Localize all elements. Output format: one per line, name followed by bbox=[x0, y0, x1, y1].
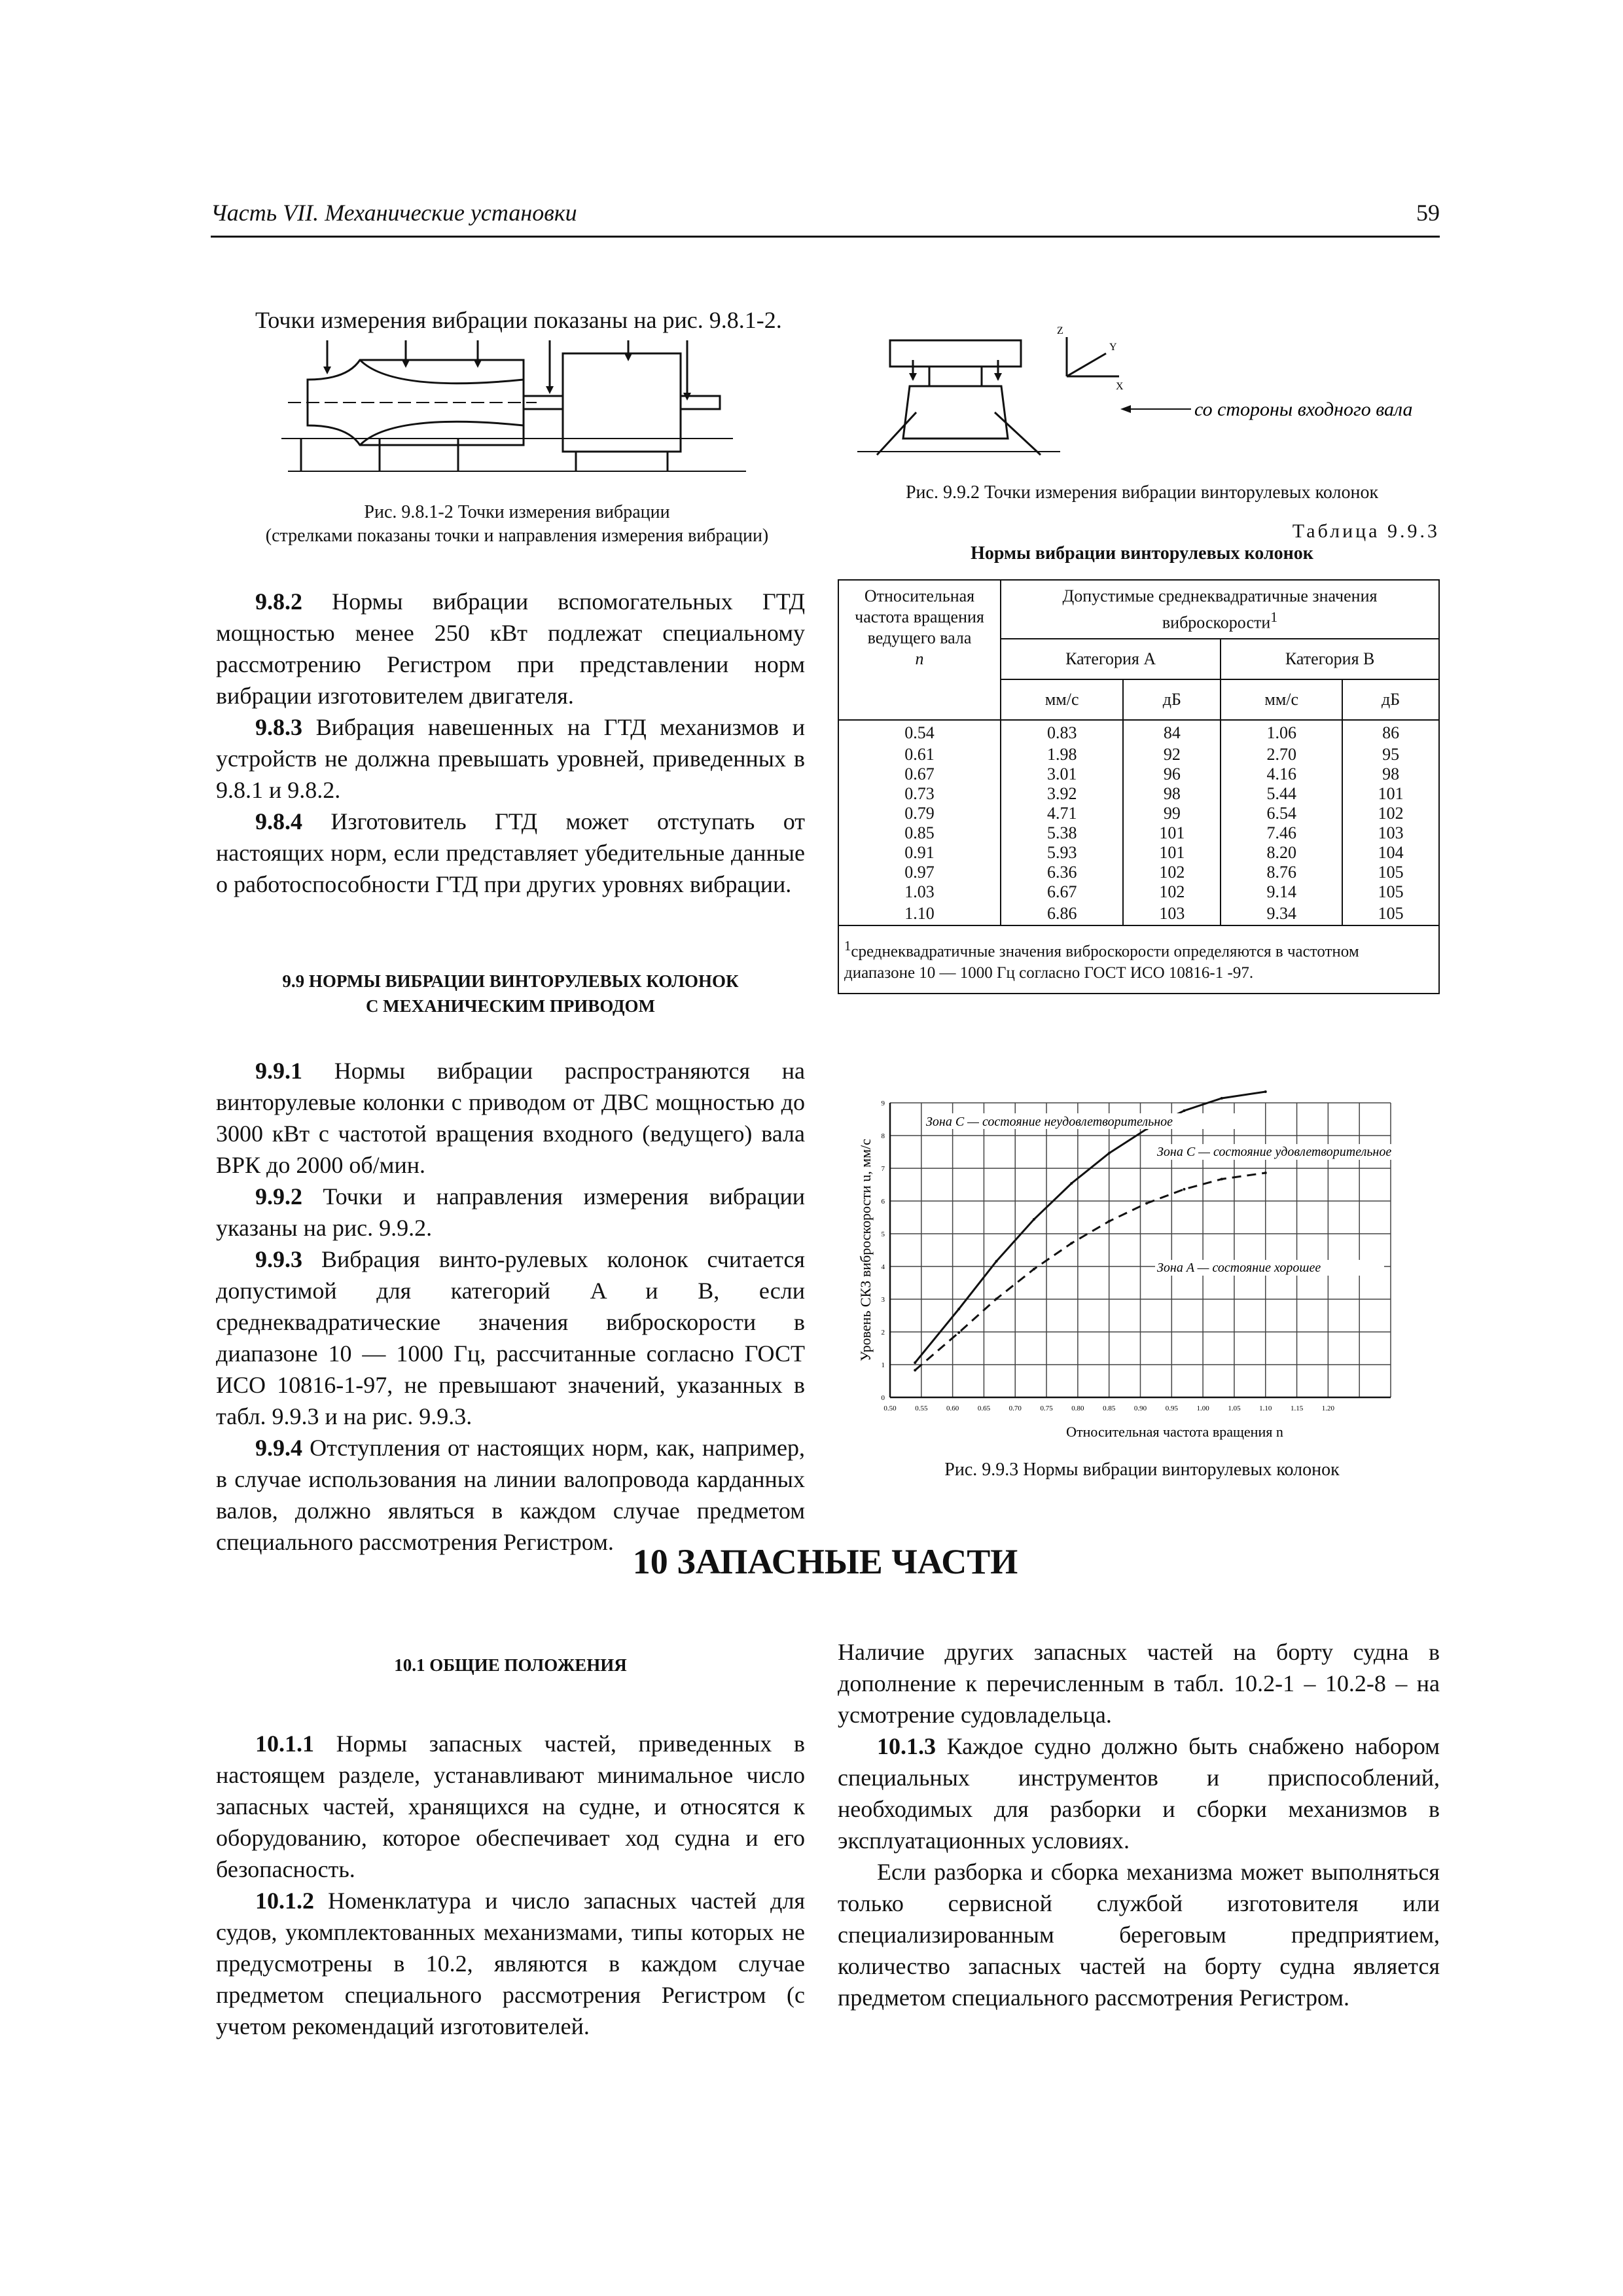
table-row bbox=[838, 863, 1439, 882]
unit-header: дБ bbox=[1342, 679, 1439, 720]
para-text: Вибрация навешенных на ГТД механизмов и устройств не должна превышать уровней, приведенных в 9.8.1 и 9.8.2. bbox=[216, 714, 805, 803]
series-line-category-b bbox=[915, 1092, 1266, 1363]
table-cell: 5.93 bbox=[1001, 843, 1123, 863]
data-point bbox=[1145, 1202, 1148, 1205]
gtd-diagram bbox=[262, 340, 766, 491]
unit-header: мм/с bbox=[1221, 679, 1342, 720]
section-10-title: 10 ЗАПАСНЫЕ ЧАСТИ bbox=[632, 1542, 1018, 1581]
table-cell: 6.67 bbox=[1001, 882, 1123, 902]
table-footnote bbox=[838, 925, 1439, 994]
fig992-caption: Рис. 9.9.2 Точки измерения вибрации винторулевых колонок bbox=[905, 482, 1379, 503]
input-shaft-label: со стороны входного вала bbox=[1194, 399, 1413, 420]
y-tick-label: 1 bbox=[881, 1361, 885, 1369]
data-point bbox=[1183, 1109, 1185, 1112]
table-cell: 5.38 bbox=[1001, 823, 1123, 843]
table-cell: 9.34 bbox=[1221, 902, 1342, 925]
page-header bbox=[211, 196, 1440, 238]
section-title-line1: 9.9 НОРМЫ ВИБРАЦИИ ВИНТОРУЛЕВЫХ КОЛОНОК bbox=[282, 971, 739, 991]
col-header-frequency-text: Относительная частота вращения ведущего вала bbox=[855, 586, 984, 647]
x-tick-label: 0.90 bbox=[1133, 1405, 1147, 1412]
y-tick-label: 9 bbox=[881, 1100, 885, 1107]
table-row bbox=[838, 784, 1439, 804]
section-10-right-paragraphs bbox=[838, 1636, 1440, 2013]
x-tick-label: 0.70 bbox=[1008, 1405, 1022, 1412]
table-cell: 0.97 bbox=[838, 863, 1001, 882]
unit-header: дБ bbox=[1123, 679, 1221, 720]
category-a-header: Категория A bbox=[1001, 639, 1221, 679]
fig993-caption: Рис. 9.9.3 Нормы вибрации винторулевых колонок bbox=[944, 1460, 1340, 1480]
para-10-1-3 bbox=[838, 1731, 1440, 1856]
table-cell: 101 bbox=[1342, 784, 1439, 804]
para-10-1-2 bbox=[216, 1885, 805, 2042]
data-point bbox=[914, 1369, 916, 1372]
x-tick-label: 1.00 bbox=[1196, 1405, 1209, 1412]
col-header-frequency-symbol: n bbox=[915, 649, 924, 668]
x-tick-label: 1.15 bbox=[1290, 1405, 1304, 1412]
para-other-spares: Наличие других запасных частей на борту судна в дополнение к перечисленным в табл. 10.2-1 – 10.2-8 – на усмотрение судовладельца. bbox=[838, 1639, 1440, 1728]
table-cell: 0.67 bbox=[838, 764, 1001, 784]
y-tick-label: 7 bbox=[881, 1165, 885, 1173]
para-text: Нормы вибрации вспомогательных ГТД мощностью менее 250 кВт подлежат специальному рассмотрению Регистром при представлении норм вибрации изготовителем двигателя. bbox=[216, 588, 805, 709]
table-title: Нормы вибрации винторулевых колонок bbox=[971, 543, 1313, 564]
table-row bbox=[838, 745, 1439, 764]
section-99-paragraphs bbox=[216, 1055, 805, 1558]
table-cell: 105 bbox=[1342, 902, 1439, 925]
axis-x-label: X bbox=[1116, 381, 1124, 392]
running-title: Часть VII. Механические установки bbox=[211, 200, 577, 226]
table-cell: 0.79 bbox=[838, 804, 1001, 823]
data-point bbox=[995, 1260, 998, 1263]
y-tick-label: 8 bbox=[881, 1132, 885, 1140]
para-10-1-1 bbox=[216, 1728, 805, 1885]
vrk-diagram bbox=[851, 314, 1440, 471]
data-point bbox=[1070, 1242, 1073, 1245]
para-service-disassembly: Если разборка и сборка механизма может выполняться только сервисной службой изготовителя или специализированным береговым предприятием, количество запасных частей на борту судна является предметом специального рассмотрения Регистром. bbox=[838, 1859, 1440, 2011]
para-text: Отступления от настоящих норм, как, например, в случае использования на линии валопровода карданных валов, должно являться в каждом случае предметом специального рассмотрения Регистром. bbox=[216, 1435, 805, 1555]
data-point bbox=[1033, 1218, 1035, 1221]
x-tick-label: 0.85 bbox=[1103, 1405, 1116, 1412]
table-cell: 9.14 bbox=[1221, 882, 1342, 902]
para-9-8-2 bbox=[216, 586, 805, 711]
table-cell: 86 bbox=[1342, 720, 1439, 745]
para-text: Нормы вибрации распространяются на винторулевые колонки с приводом от ДВС мощностью до 3000 кВт с частотой вращения входного (ведущего) вала ВРК до 2000 об/мин. bbox=[216, 1058, 805, 1178]
table-cell: 102 bbox=[1342, 804, 1439, 823]
footnote-ref: 1 bbox=[1270, 609, 1278, 625]
x-tick-label: 1.05 bbox=[1228, 1405, 1241, 1412]
x-tick-label: 0.60 bbox=[946, 1405, 959, 1412]
col-header-frequency bbox=[838, 580, 1001, 720]
table-cell: 0.54 bbox=[838, 720, 1001, 745]
chart-series bbox=[914, 1090, 1267, 1372]
para-9-8-4 bbox=[216, 806, 805, 900]
x-tick-label: 0.80 bbox=[1071, 1405, 1084, 1412]
x-tick-label: 0.75 bbox=[1040, 1405, 1053, 1412]
table-row bbox=[838, 804, 1439, 823]
data-point bbox=[995, 1298, 998, 1300]
y-tick-label: 2 bbox=[881, 1329, 885, 1336]
data-point bbox=[1264, 1172, 1267, 1174]
table-cell: 2.70 bbox=[1221, 745, 1342, 764]
fig981-caption-line1: Рис. 9.8.1-2 Точки измерения вибрации bbox=[364, 502, 670, 522]
y-tick-label: 6 bbox=[881, 1198, 885, 1206]
table-cell: 105 bbox=[1342, 882, 1439, 902]
table-cell: 3.01 bbox=[1001, 764, 1123, 784]
section-98-paragraphs bbox=[216, 586, 805, 900]
section-10-1-heading: 10.1 ОБЩИЕ ПОЛОЖЕНИЯ bbox=[394, 1655, 627, 1675]
table-cell: 0.91 bbox=[838, 843, 1001, 863]
table-cell: 98 bbox=[1342, 764, 1439, 784]
data-point bbox=[1108, 1220, 1111, 1223]
page-number: 59 bbox=[1416, 200, 1440, 226]
table-number: Таблица 9.9.3 bbox=[1292, 520, 1440, 542]
para-text: Номенклатура и число запасных частей для судов, укомплектованных механизмами, типы которых не предусмотрены в 10.2, являются в каждом случае предметом специального рассмотрения Регистром (с учетом рекомендаций изготовителей. bbox=[216, 1888, 805, 2039]
fig981-intro: Точки измерения вибрации показаны на рис. 9.8.1-2. bbox=[255, 307, 782, 333]
para-number: 9.8.4 bbox=[255, 808, 302, 834]
x-tick-label: 0.50 bbox=[883, 1405, 897, 1412]
footnote-marker: 1 bbox=[844, 938, 851, 954]
axis-y-label: Y bbox=[1109, 342, 1117, 353]
para-number: 9.9.2 bbox=[255, 1183, 302, 1210]
col-group-header bbox=[1001, 580, 1439, 639]
para-9-8-3 bbox=[216, 711, 805, 806]
footnote-text: среднеквадратичные значения виброскорости определяются в частотном диапазоне 10 — 1000 Гц согласно ГОСТ ИСО 10816-1 -97. bbox=[844, 942, 1359, 982]
table-cell: 102 bbox=[1123, 863, 1221, 882]
y-tick-label: 4 bbox=[881, 1263, 885, 1271]
para-number: 9.9.3 bbox=[255, 1246, 302, 1272]
fig981-caption-line2: (стрелками показаны точки и направления измерения вибрации) bbox=[265, 526, 769, 546]
x-axis-label: Относительная частота вращения n bbox=[1066, 1424, 1283, 1440]
para-text: Точки и направления измерения вибрации указаны на рис. 9.9.2. bbox=[216, 1183, 805, 1241]
table-cell: 7.46 bbox=[1221, 823, 1342, 843]
x-tick-label: 0.65 bbox=[977, 1405, 991, 1412]
table-cell: 1.10 bbox=[838, 902, 1001, 925]
para-9-9-3 bbox=[216, 1244, 805, 1432]
annotation-zone-c-satisfactory: Зона C — состояние удовлетворительное bbox=[1157, 1145, 1392, 1159]
table-cell: 5.44 bbox=[1221, 784, 1342, 804]
table-cell: 8.20 bbox=[1221, 843, 1342, 863]
section-10-left-paragraphs bbox=[216, 1728, 805, 2042]
data-point bbox=[957, 1331, 960, 1334]
y-tick-label: 3 bbox=[881, 1296, 885, 1304]
fig981-caption bbox=[216, 501, 818, 548]
table-cell: 101 bbox=[1123, 823, 1221, 843]
x-tick-label: 1.20 bbox=[1321, 1405, 1334, 1412]
data-point bbox=[1183, 1188, 1185, 1191]
table-cell: 3.92 bbox=[1001, 784, 1123, 804]
data-point bbox=[1221, 1178, 1223, 1181]
table-cell: 103 bbox=[1123, 902, 1221, 925]
para-text: Изготовитель ГТД может отступать от настоящих норм, если представляет убедительные данные о работоспособности ГТД при других уровнях вибрации. bbox=[216, 808, 805, 897]
table-row bbox=[838, 764, 1439, 784]
table-cell: 0.61 bbox=[838, 745, 1001, 764]
table-cell: 92 bbox=[1123, 745, 1221, 764]
para-text: Каждое судно должно быть снабжено набором специальных инструментов и приспособлений, необходимых для разборки и сборки механизмов в эксплуатационных условиях. bbox=[838, 1733, 1440, 1854]
table-cell: 101 bbox=[1123, 843, 1221, 863]
annotation-zone-c-unsatisfactory: Зона C — состояние неудовлетворительное bbox=[926, 1115, 1173, 1129]
data-point bbox=[1108, 1152, 1111, 1155]
data-point bbox=[1033, 1268, 1035, 1270]
data-point bbox=[1070, 1182, 1073, 1185]
y-axis-label: Уровень СКЗ виброскорости u, мм/с bbox=[857, 1138, 874, 1362]
section-99-heading bbox=[216, 969, 805, 1018]
table-cell: 95 bbox=[1342, 745, 1439, 764]
table-cell: 0.85 bbox=[838, 823, 1001, 843]
para-number: 9.9.1 bbox=[255, 1058, 302, 1084]
unit-header: мм/с bbox=[1001, 679, 1123, 720]
data-point bbox=[1221, 1097, 1223, 1100]
table-cell: 84 bbox=[1123, 720, 1221, 745]
para-number: 10.1.2 bbox=[255, 1888, 314, 1914]
para-number: 9.8.2 bbox=[255, 588, 302, 615]
table-cell: 103 bbox=[1342, 823, 1439, 843]
table-cell: 6.54 bbox=[1221, 804, 1342, 823]
para-number: 9.9.4 bbox=[255, 1435, 302, 1461]
table-cell: 98 bbox=[1123, 784, 1221, 804]
category-b-header: Категория B bbox=[1221, 639, 1439, 679]
para-text: Вибрация винто-рулевых колонок считается допустимой для категорий A и B, если среднеквадратические значения виброскорости в диапазоне 10 — 1000 Гц, рассчитанные согласно ГОСТ ИСО 10816-1-97, не превышают значений, указанных в табл. 9.9.3 и на рис. 9.9.3. bbox=[216, 1246, 805, 1429]
table-row bbox=[838, 882, 1439, 902]
y-tick-label: 0 bbox=[881, 1394, 885, 1402]
annotation-zone-a-good: Зона A — состояние хорошее bbox=[1157, 1261, 1321, 1275]
x-tick-label: 0.95 bbox=[1165, 1405, 1178, 1412]
data-point bbox=[957, 1308, 960, 1310]
para-9-9-4 bbox=[216, 1432, 805, 1558]
table-cell: 96 bbox=[1123, 764, 1221, 784]
para-number: 9.8.3 bbox=[255, 714, 302, 740]
table-cell: 0.83 bbox=[1001, 720, 1123, 745]
table-cell: 1.03 bbox=[838, 882, 1001, 902]
vibration-chart bbox=[844, 1083, 1459, 1450]
para-9-9-1 bbox=[216, 1055, 805, 1181]
data-point bbox=[1264, 1090, 1267, 1093]
table-cell: 99 bbox=[1123, 804, 1221, 823]
table-cell: 4.16 bbox=[1221, 764, 1342, 784]
table-cell: 6.36 bbox=[1001, 863, 1123, 882]
table-cell: 0.73 bbox=[838, 784, 1001, 804]
y-tick-label: 5 bbox=[881, 1230, 885, 1238]
para-text: Нормы запасных частей, приведенных в настоящем разделе, устанавливают минимальное число запасных частей, хранящихся на судне, и относятся к оборудованию, которое обеспечивает ход судна и его безопасность. bbox=[216, 1731, 805, 1882]
table-cell: 102 bbox=[1123, 882, 1221, 902]
table-row bbox=[838, 902, 1439, 925]
vibration-table bbox=[838, 579, 1440, 994]
x-tick-label: 0.55 bbox=[915, 1405, 928, 1412]
table-cell: 104 bbox=[1342, 843, 1439, 863]
table-row bbox=[838, 720, 1439, 745]
table-cell: 8.76 bbox=[1221, 863, 1342, 882]
table-cell: 105 bbox=[1342, 863, 1439, 882]
data-point bbox=[914, 1361, 916, 1364]
section-title-line2: С МЕХАНИЧЕСКИМ ПРИВОДОМ bbox=[365, 996, 656, 1016]
x-tick-label: 1.10 bbox=[1259, 1405, 1272, 1412]
para-number: 10.1.1 bbox=[255, 1731, 314, 1757]
para-number: 10.1.3 bbox=[877, 1733, 936, 1759]
axis-z-label: Z bbox=[1057, 325, 1063, 336]
table-row bbox=[838, 823, 1439, 843]
table-cell: 1.06 bbox=[1221, 720, 1342, 745]
table-row bbox=[838, 843, 1439, 863]
table-cell: 6.86 bbox=[1001, 902, 1123, 925]
para-9-9-2 bbox=[216, 1181, 805, 1244]
table-cell: 4.71 bbox=[1001, 804, 1123, 823]
table-cell: 1.98 bbox=[1001, 745, 1123, 764]
col-group-header-text: Допустимые среднеквадратичные значения виброскорости bbox=[1062, 586, 1378, 632]
